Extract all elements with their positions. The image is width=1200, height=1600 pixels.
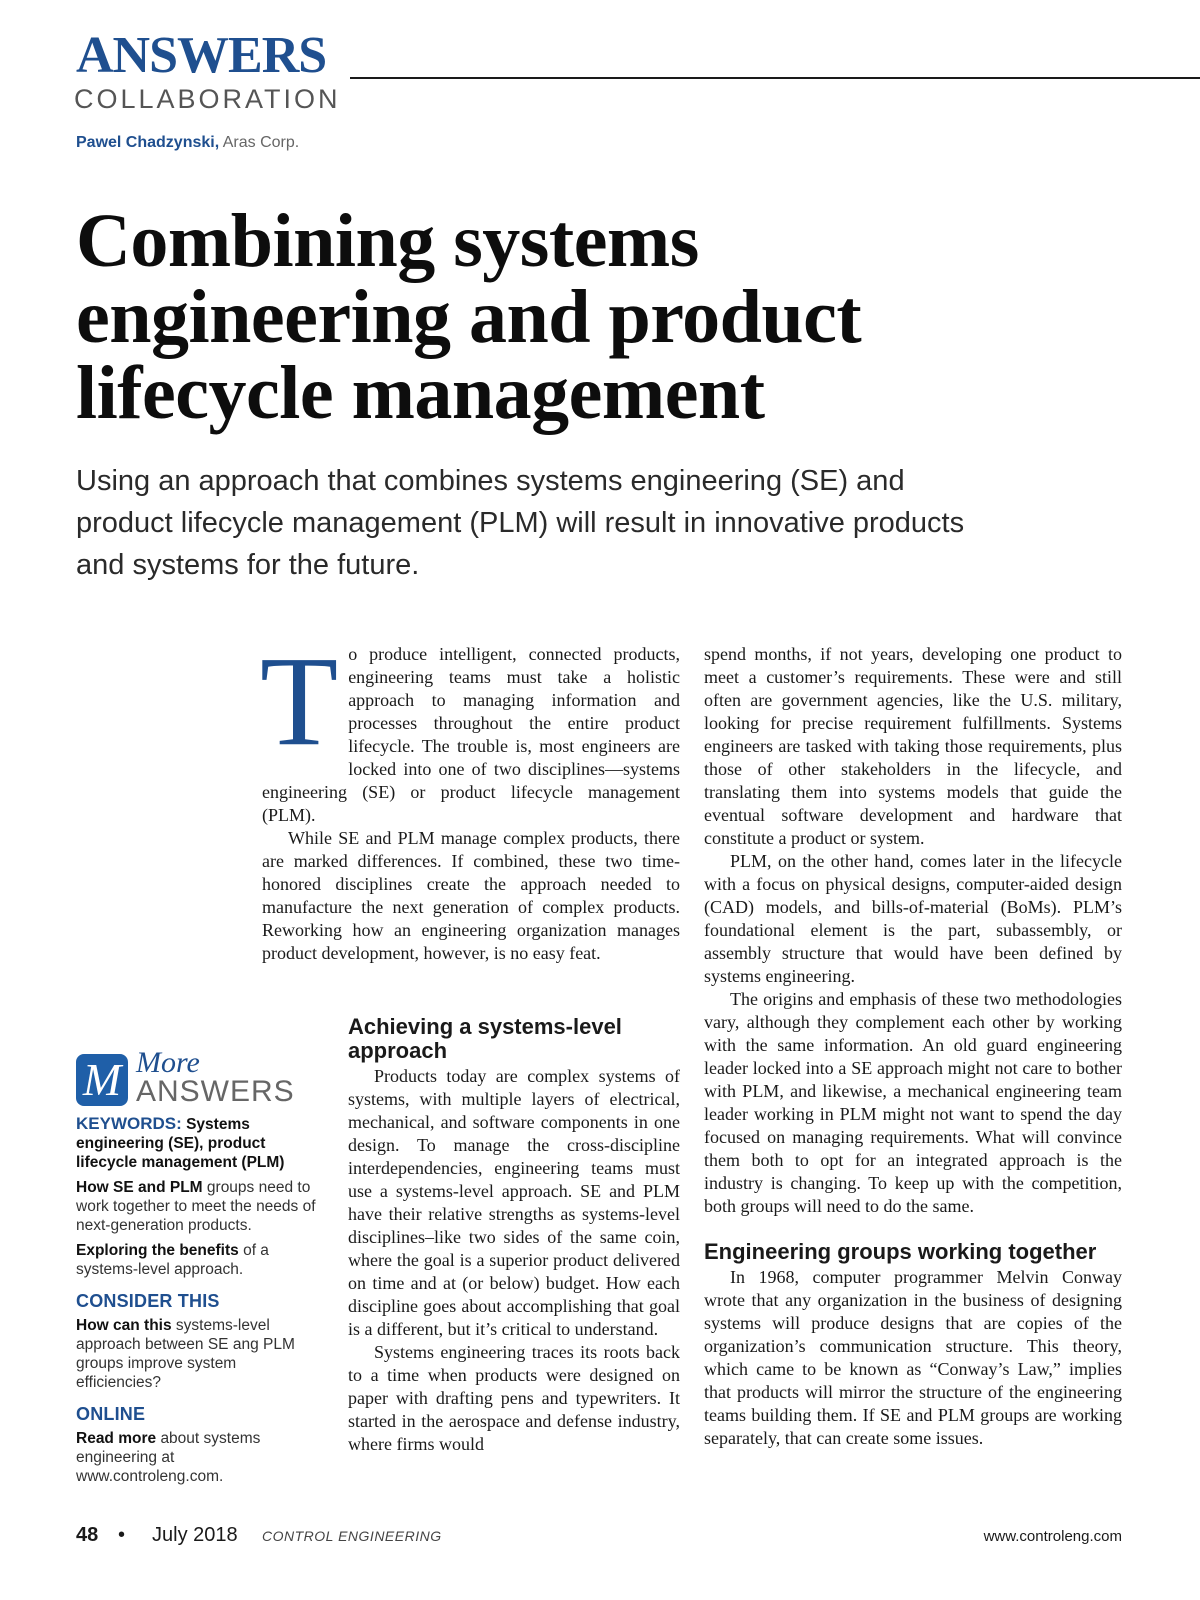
body-paragraph: The origins and emphasis of these two methodologies vary, although they complement each other by working with the same information. An old guard engineering leader locked into a SE approach might not care to bother with PLM, and likewise, a mechanical engineering team leader working in PLM might not want to spend the day focused on managing requirements. What will convince them both to opt for an integrated approach is the industry is changing. To keep up with the competition, both groups will need to do the same. [704,989,1122,1216]
sidebar-item [76,1241,316,1279]
sidebar-item-lead: How can this [76,1317,172,1334]
more-answers-sidebar [76,1046,316,1492]
online-text [76,1429,316,1486]
sidebar-item-lead: Read more [76,1430,157,1447]
subheading: Achieving a systems-level approach [348,1014,622,1063]
byline [76,133,299,152]
author-organization: Aras Corp. [222,134,300,151]
deck-line: product lifecycle management (PLM) will result in innovative products [76,507,965,539]
section-subtitle: COLLABORATION [74,84,341,114]
m-badge-icon: M [76,1054,128,1106]
footer-bullet: • [118,1524,126,1546]
body-paragraph: spend months, if not years, developing one product to meet a customer’s requirements. These were and still often are government agencies, like the U.S. military, looking for precise requirement fulfillments. Systems engineers are tasked with taking those requirements, plus those of other stakeholders in the lifecycle, and translating them into systems models that guide the eventual software development and hardware that constitute a product or system. [704,644,1122,848]
body-column-1 [260,630,680,965]
body-paragraph: In 1968, computer programmer Melvin Conway wrote that any organization in the business of designing systems will produce designs that are copies of the organization’s communication structure. This theory, which came to be known as “Conway’s Law,” implies that products will mirror the structure of the engineering teams building them. If SE and PLM groups are working separately, that can create some issues. [704,1267,1122,1448]
sidebar-item-text: of a systems-level approach. [76,1242,269,1278]
magazine-name: CONTROL ENGINEERING [262,1528,442,1544]
sidebar-item-text: groups need to work together to meet the needs of next-generation products. [76,1179,316,1234]
section-title: ANSWERS [76,27,327,84]
sidebar-item-text: systems-level approach between SE ang PLM groups improve system efficiencies? [76,1317,295,1391]
headline-line: engineering and product [76,275,862,359]
keywords-label: KEYWORDS: [76,1114,182,1133]
sidebar-item-text: about systems engineering at www.controleng.com. [76,1430,261,1485]
subheading: Engineering groups working together [704,1239,1097,1264]
headline-line: lifecycle management [76,351,765,435]
page-number: 48 [76,1524,99,1546]
deck-line: Using an approach that combines systems engineering (SE) and [76,465,905,497]
consider-this-heading: CONSIDER THIS [76,1291,220,1311]
sidebar-item-lead: Exploring the benefits [76,1242,239,1259]
keywords-text: Systems engineering (SE), product lifecycle management (PLM) [76,1116,285,1171]
issue-date: July 2018 [152,1524,238,1546]
body-column-2 [348,1015,680,1456]
answers-word: ANSWERS [136,1075,295,1108]
deck-line: and systems for the future. [76,549,420,581]
consider-this-text [76,1316,316,1392]
more-word: More [136,1046,200,1079]
body-paragraph: While SE and PLM manage complex products, there are marked differences. If combined, these two time-honored disciplines create the approach needed to manufacture the next generation of complex products. Reworking how an engineering organization manages product development, however, is no easy feat. [262,828,680,963]
drop-cap: T [260,630,339,772]
sidebar-item [76,1178,316,1235]
page-footer [76,1524,1122,1552]
footer-url[interactable]: www.controleng.com [983,1528,1122,1545]
author-name: Pawel Chadzynski, [76,134,220,151]
body-paragraph: PLM, on the other hand, comes later in the lifecycle with a focus on physical designs, computer-aided design (CAD) models, and bills-of-material (BoMs). PLM’s foundational element is the part, subassembly, or assembly structure that would have been defined by systems engineering. [704,851,1122,986]
keywords [76,1114,316,1172]
more-answers-logo [76,1046,316,1110]
headline-line: Combining systems [76,199,699,283]
article-headline [76,199,1076,435]
header-rule [350,77,1200,79]
body-paragraph: o produce intelligent, connected products, engineering teams must take a holistic approach to managing information and processes throughout the entire product lifecycle. The trouble is, most engineers are locked into one of two disciplines—systems engineering (SE) or product lifecycle management (PLM). [262,644,680,825]
sidebar-item-lead: How SE and PLM [76,1179,203,1196]
online-heading: ONLINE [76,1404,146,1424]
body-paragraph: Systems engineering traces its roots back to a time when products were designed on paper with drafting pens and typewriters. It started in the aerospace and defense industry, where firms would [348,1342,680,1454]
body-paragraph: Products today are complex systems of systems, with multiple layers of electrical, mechanical, and software components in one design. To manage the cross-discipline interdependencies, engineering teams must use a systems-level approach. SE and PLM have their relative strengths as systems-level disciplines–like two sides of the same coin, where the goal is a superior product delivered on time and at (or below) budget. How each discipline goes about accomplishing that goal is a different, but it’s critical to understand. [348,1066,680,1339]
body-column-3 [704,643,1122,1450]
article-deck [76,460,1126,586]
